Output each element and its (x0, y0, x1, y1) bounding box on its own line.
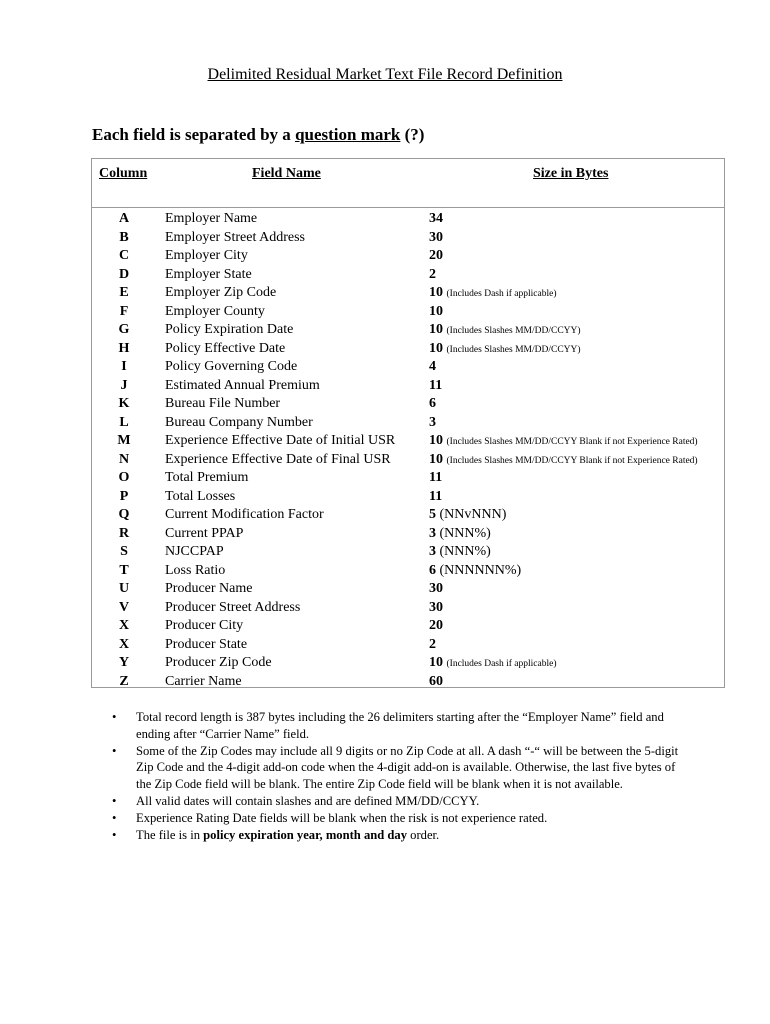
row-column-letter: S (120, 544, 128, 559)
row-field-name: Employer County (165, 303, 265, 319)
table-row (92, 358, 724, 377)
table-row (92, 229, 724, 248)
row-size-value: 30 (429, 229, 443, 245)
document-subtitle (92, 125, 424, 145)
row-size (429, 617, 443, 635)
row-field-name: Current PPAP (165, 525, 244, 541)
row-size-value: 30 (429, 581, 443, 596)
row-size (429, 654, 557, 673)
subtitle-suffix: (?) (400, 125, 425, 144)
column-header: Column (99, 166, 148, 181)
row-size-value: 11 (429, 470, 443, 485)
table-row (92, 303, 724, 322)
row-size (429, 395, 436, 413)
row-size-note: (Includes Dash if applicable) (446, 659, 557, 669)
row-size (429, 673, 443, 691)
table-row (92, 284, 724, 303)
bullet-icon: • (112, 710, 117, 724)
row-field-name: Loss Ratio (165, 562, 226, 578)
row-size (429, 451, 698, 470)
row-size-value: 6 (429, 396, 436, 411)
row-size-note: (NNN%) (439, 525, 491, 541)
record-definition-table (91, 158, 725, 688)
row-field-name: Policy Governing Code (165, 359, 298, 374)
row-size-value: 11 (429, 488, 443, 504)
note-text: Some of the Zip Codes may include all 9 digits or no Zip Code at all. A dash “-“ will be between the 5-digit Zip Code and the 4-digit add-on code when the 4-digit add-on is available. Otherwise, the last five bytes of the Zip Code field will be blank. The entire Zip Code field will be blank when it is not available. (136, 743, 679, 792)
row-size (429, 377, 442, 395)
row-size-value: 2 (429, 636, 436, 652)
row-column-letter: V (118, 599, 130, 615)
header-divider (92, 207, 724, 208)
row-column-letter: D (118, 266, 130, 282)
row-size (429, 303, 443, 321)
row-size-note: (NNNNNN%) (439, 562, 522, 578)
row-column-letter: M (117, 433, 131, 448)
row-field-name: Total Losses (165, 488, 236, 504)
table-row (92, 210, 724, 229)
row-size-note: (Includes Slashes MM/DD/CCYY Blank if not Experience Rated) (446, 437, 698, 447)
row-column-letter: E (119, 285, 129, 300)
document-title: Delimited Residual Market Text File Record Definition (207, 66, 563, 83)
row-column-letter: Z (119, 673, 129, 689)
row-size-value: 5 (429, 507, 436, 522)
row-size (429, 340, 581, 359)
table-row (92, 525, 724, 544)
table-row (92, 432, 724, 451)
row-size-value: 20 (429, 248, 443, 263)
note-text: Experience Rating Date fields will be blank when the risk is not experience rated. (136, 810, 548, 825)
row-size (429, 469, 442, 487)
note-item (112, 810, 682, 827)
row-column-letter: X (118, 636, 130, 652)
row-size-note: (Includes Slashes MM/DD/CCYY) (446, 326, 581, 336)
row-field-name: Producer City (165, 618, 244, 633)
row-size-value: 3 (429, 414, 436, 430)
row-field-name: Estimated Annual Premium (165, 377, 320, 393)
row-size-note: (Includes Slashes MM/DD/CCYY Blank if not Experience Rated) (446, 455, 698, 466)
row-size (429, 636, 436, 654)
row-size (429, 488, 442, 506)
table-row (92, 580, 724, 599)
row-size (429, 284, 557, 303)
field-name-header: Field Name (252, 166, 321, 181)
note-text: Total record length is 387 bytes including the 26 delimiters starting after the “Employer Name” field and ending after “Carrier Name” field. (136, 710, 664, 741)
row-size (429, 210, 443, 228)
notes-list (112, 709, 682, 843)
row-field-name: Producer Name (165, 581, 253, 596)
row-column-letter: N (118, 451, 130, 467)
row-size (429, 229, 443, 247)
row-size-value: 6 (429, 562, 436, 578)
note-text-suffix: order. (407, 827, 440, 842)
row-field-name: Carrier Name (165, 673, 242, 689)
row-size-value: 4 (429, 359, 436, 374)
row-size-value: 10 (429, 322, 443, 337)
row-size (429, 506, 506, 524)
note-item (112, 709, 682, 743)
row-column-letter: J (120, 377, 128, 393)
row-size-value: 30 (429, 599, 443, 615)
table-row (92, 414, 724, 433)
row-column-letter: H (118, 340, 130, 356)
bullet-icon: • (112, 743, 117, 758)
bullet-icon: • (112, 793, 117, 808)
row-column-letter: C (118, 248, 130, 263)
row-column-letter: U (118, 581, 130, 596)
row-column-letter: Q (118, 507, 130, 522)
row-size-value: 10 (429, 655, 443, 670)
subtitle-prefix: Each field is separated by a (92, 125, 296, 144)
row-column-letter: R (118, 525, 130, 541)
size-header: Size in Bytes (533, 166, 609, 181)
row-size (429, 432, 698, 451)
row-size-value: 11 (429, 377, 443, 393)
row-size-value: 10 (429, 285, 443, 300)
table-row (92, 321, 724, 340)
row-size-note: (NNN%) (439, 544, 491, 559)
subtitle-underlined: question mark (295, 125, 401, 144)
row-field-name: Producer Zip Code (165, 655, 272, 670)
row-column-letter: I (121, 359, 127, 374)
table-row (92, 488, 724, 507)
table-row (92, 506, 724, 525)
table-row (92, 377, 724, 396)
table-row (92, 451, 724, 470)
row-column-letter: A (118, 211, 130, 226)
row-size-note: (Includes Dash if applicable) (446, 289, 557, 299)
row-column-letter: K (118, 396, 130, 411)
row-size (429, 543, 491, 561)
row-column-letter: L (119, 414, 129, 430)
row-field-name: Bureau File Number (165, 396, 281, 411)
row-field-name: Employer Zip Code (165, 285, 277, 300)
table-row (92, 562, 724, 581)
row-column-letter: Y (118, 655, 130, 670)
row-column-letter: T (119, 562, 129, 578)
row-field-name: Employer Street Address (165, 229, 305, 245)
row-size (429, 562, 521, 580)
row-size-value: 34 (429, 211, 443, 226)
note-item (112, 743, 682, 793)
row-size-value: 10 (429, 433, 443, 448)
note-item (112, 793, 682, 810)
row-field-name: Policy Expiration Date (165, 322, 294, 337)
bullet-icon: • (112, 810, 117, 825)
table-row (92, 654, 724, 673)
table-row (92, 266, 724, 285)
row-field-name: Current Modification Factor (165, 507, 324, 522)
row-size-note: (NNvNNN) (439, 507, 507, 522)
note-text-bold: policy expiration year, month and day (203, 827, 408, 842)
row-size-value: 60 (429, 673, 443, 689)
note-text: All valid dates will contain slashes and are defined MM/DD/CCYY. (136, 793, 480, 808)
row-size (429, 321, 581, 340)
row-field-name: Employer City (165, 248, 248, 263)
row-column-letter: G (118, 322, 130, 337)
row-field-name: Producer State (165, 636, 248, 652)
table-row (92, 469, 724, 488)
row-size-value: 2 (429, 266, 436, 282)
row-field-name: Producer Street Address (165, 599, 301, 615)
row-size-value: 10 (429, 340, 443, 356)
row-size-value: 20 (429, 618, 443, 633)
note-item (112, 827, 682, 844)
row-field-name: Total Premium (165, 470, 249, 485)
row-field-name: NJCCPAP (165, 544, 224, 559)
row-size-value: 3 (429, 544, 436, 559)
row-size (429, 358, 436, 376)
row-size-value: 10 (429, 451, 443, 467)
row-size (429, 247, 443, 265)
bullet-icon: • (112, 827, 117, 842)
row-column-letter: B (119, 229, 129, 245)
table-row (92, 636, 724, 655)
table-row (92, 340, 724, 359)
row-field-name: Experience Effective Date of Final USR (165, 451, 391, 467)
table-row (92, 617, 724, 636)
note-text-prefix: The file is in (136, 827, 204, 842)
table-row (92, 673, 724, 692)
row-size (429, 599, 443, 617)
table-row (92, 543, 724, 562)
row-size-value: 10 (429, 303, 443, 319)
table-row (92, 395, 724, 414)
row-size (429, 525, 491, 543)
row-size-value: 3 (429, 525, 436, 541)
row-column-letter: X (118, 618, 130, 633)
row-column-letter: P (119, 488, 129, 504)
row-field-name: Policy Effective Date (165, 340, 286, 356)
table-row (92, 599, 724, 618)
row-field-name: Experience Effective Date of Initial USR (165, 433, 396, 448)
row-field-name: Bureau Company Number (165, 414, 313, 430)
row-field-name: Employer State (165, 266, 252, 282)
row-column-letter: O (118, 470, 130, 485)
row-field-name: Employer Name (165, 211, 258, 226)
row-size-note: (Includes Slashes MM/DD/CCYY) (446, 344, 581, 355)
row-size (429, 580, 443, 598)
row-size (429, 414, 436, 432)
table-row (92, 247, 724, 266)
row-column-letter: F (119, 303, 129, 319)
row-size (429, 266, 436, 284)
